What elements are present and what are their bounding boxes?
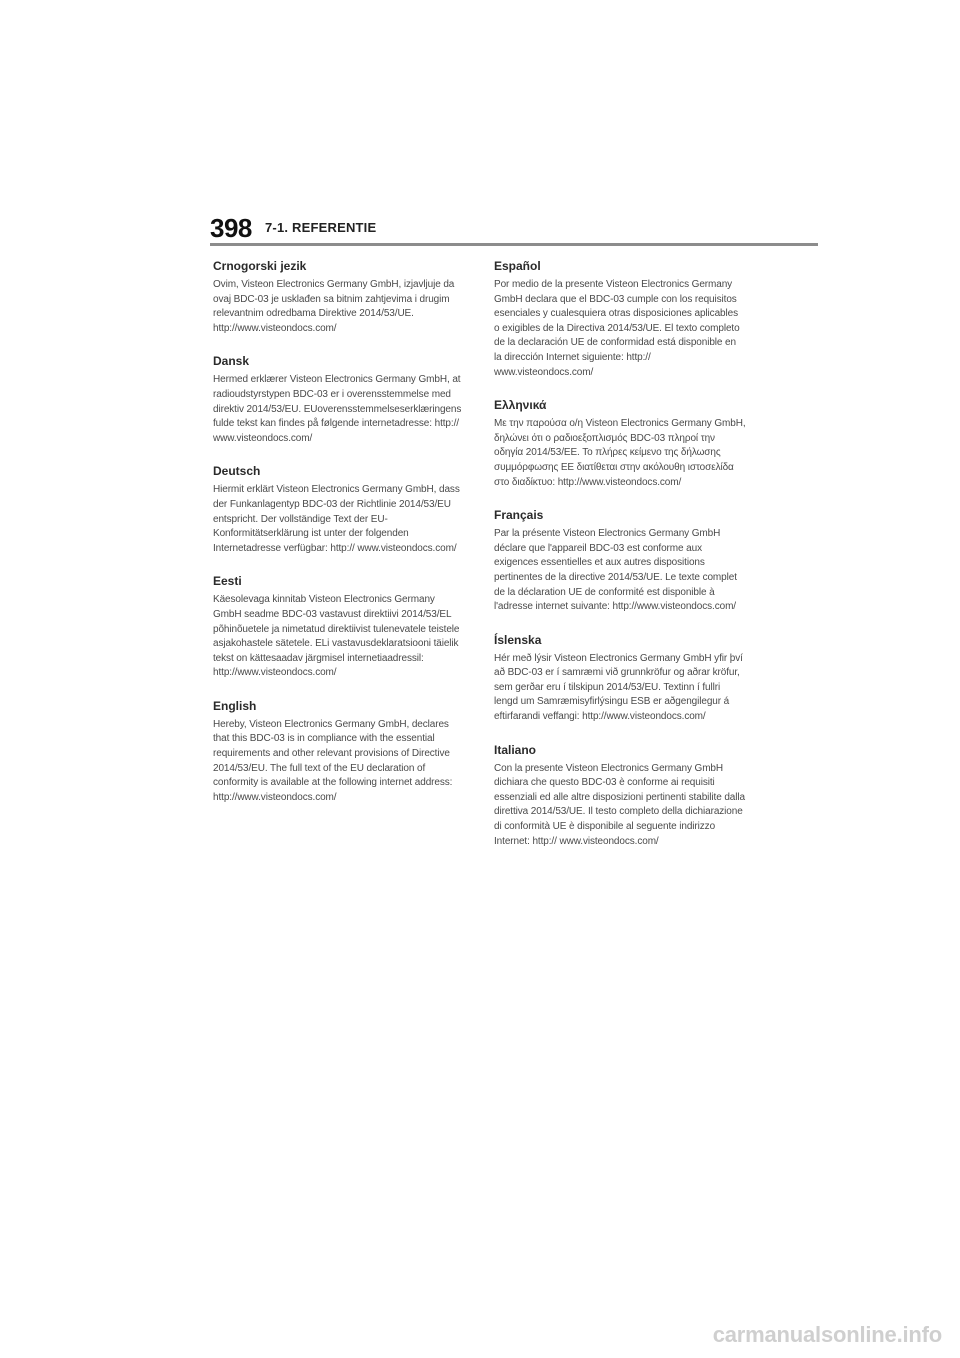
section-text: Hereby, Visteon Electronics Germany GmbH, declares that this BDC-03 is in compliance with the essential requirements and other relevant provisions of Directive 2014/53/EU. The full text of the EU declaration of conformity is available at the following internet address: http://www.visteondocs.com/ [213, 718, 453, 803]
section-heading: Italiano [494, 742, 537, 757]
header-divider [210, 243, 818, 246]
watermark-logo: carmanualsonline.info [712, 1322, 942, 1347]
section-text: Με την παρούσα ο/η Visteon Electronics Germany GmbH, δηλώνει ότι ο ραδιοεξοπλισμός BDC-03 πληροί την οδηγία 2014/53/ΕΕ. Το πλήρες κείμενο της δήλωσης συμμόρφωσης ΕΕ διατίθεται στην ακόλουθη ιστοσελίδα στο διαδίκτυο: http://www.visteondocs.com/ [494, 418, 746, 488]
language-section-italiano [494, 742, 746, 850]
section-heading: Español [494, 259, 541, 273]
section-heading: Dansk [213, 354, 250, 369]
section-heading: Íslenska [494, 632, 542, 647]
section-heading: Ελληνικά [494, 398, 547, 413]
section-text: Käesolevaga kinnitab Visteon Electronics Germany GmbH seadme BDC-03 vastavust direktiivi 2014/53/EL põhinõuetele ja nimetatud direktiivist tulenevatele teistele asjakohastele sätetele. ELi vastavusdeklaratsiooni täielik tekst on kättesaadav järgmisel internetiaadressil: http://www.visteondocs.com/ [213, 594, 460, 679]
language-section-english [213, 698, 465, 806]
language-section-crnogorski [213, 258, 465, 336]
section-text: Par la présente Visteon Electronics Germany GmbH déclare que l'appareil BDC-03 est conforme aux exigences essentielles et aux autres dispositions pertinentes de la directive 2014/53/UE. Le texte complet de la déclaration UE de conformité est disponible à l'adresse internet suivante: http://www.visteondocs.com/ [494, 528, 737, 613]
section-heading: Français [494, 508, 544, 523]
section-heading: Crnogorski jezik [213, 259, 307, 273]
section-text: Hiermit erklärt Visteon Electronics Germany GmbH, dass der Funkanlagentyp BDC-03 der Richtlinie 2014/53/EU entspricht. Der vollständige Text der EU-Konformitätserklärung ist unter der folgenden Internetadresse verfügbar: http:// www.visteondocs.com/ [213, 484, 460, 554]
language-section-islenska [494, 632, 746, 725]
section-text: Hermed erklærer Visteon Electronics Germany GmbH, at radioudstyrstypen BDC-03 er i overensstemmelse med direktiv 2014/53/EU. EUoverensstemmelseserklæringens fulde tekst kan findes på følgende internetadresse: http:// www.visteondocs.com/ [213, 374, 462, 444]
language-section-francais [494, 507, 746, 615]
left-column [213, 258, 465, 822]
section-text: Con la presente Visteon Electronics Germany GmbH dichiara che questo BDC-03 è conforme ai requisiti essenziali ed alle altre disposizioni pertinenti stabilite dalla direttiva 2014/53/UE. Il testo completo della dichiarazione di conformità UE è disponibile al seguente indirizzo Internet: http:// www.visteondocs.com/ [494, 762, 745, 847]
page-number: 398 [210, 213, 252, 243]
section-text: Ovim, Visteon Electronics Germany GmbH, izjavljuje da ovaj BDC-03 je usklađen sa bitnim zahtjevima i drugim relevantnim odredbama Direktive 2014/53/UE. http://www.visteondocs.com/ [213, 279, 455, 334]
page-header [0, 0, 960, 250]
language-section-eesti [213, 573, 465, 681]
language-section-deutsch [213, 463, 465, 556]
section-heading: Eesti [213, 574, 242, 589]
section-heading: English [213, 698, 257, 713]
section-heading: Deutsch [213, 464, 261, 479]
language-section-espanol [494, 258, 746, 380]
chapter-title: 7-1. REFERENTIE [265, 220, 377, 235]
language-section-ellinika [494, 397, 746, 490]
section-text: Por medio de la presente Visteon Electronics Germany GmbH declara que el BDC-03 cumple con los requisitos esenciales y cualesquiera otras disposiciones aplicables o exigibles de la Directiva 2014/53/UE. El texto completo de la declaración UE de conformidad está disponible en la dirección Internet siguiente: http:// www.visteondocs.com/ [494, 279, 740, 378]
right-column [494, 258, 746, 866]
section-text: Hér með lýsir Visteon Electronics Germany GmbH yfir því að BDC-03 er í samræmi við grunnkröfur og aðrar kröfur, sem gerðar eru í tilskipun 2014/53/EU. Textinn í fullri lengd um Samræmisyfirlýsingu ESB er aðgengilegur á eftirfarandi veffangi: http://www.visteondocs.com/ [494, 652, 743, 723]
language-section-dansk [213, 353, 465, 446]
